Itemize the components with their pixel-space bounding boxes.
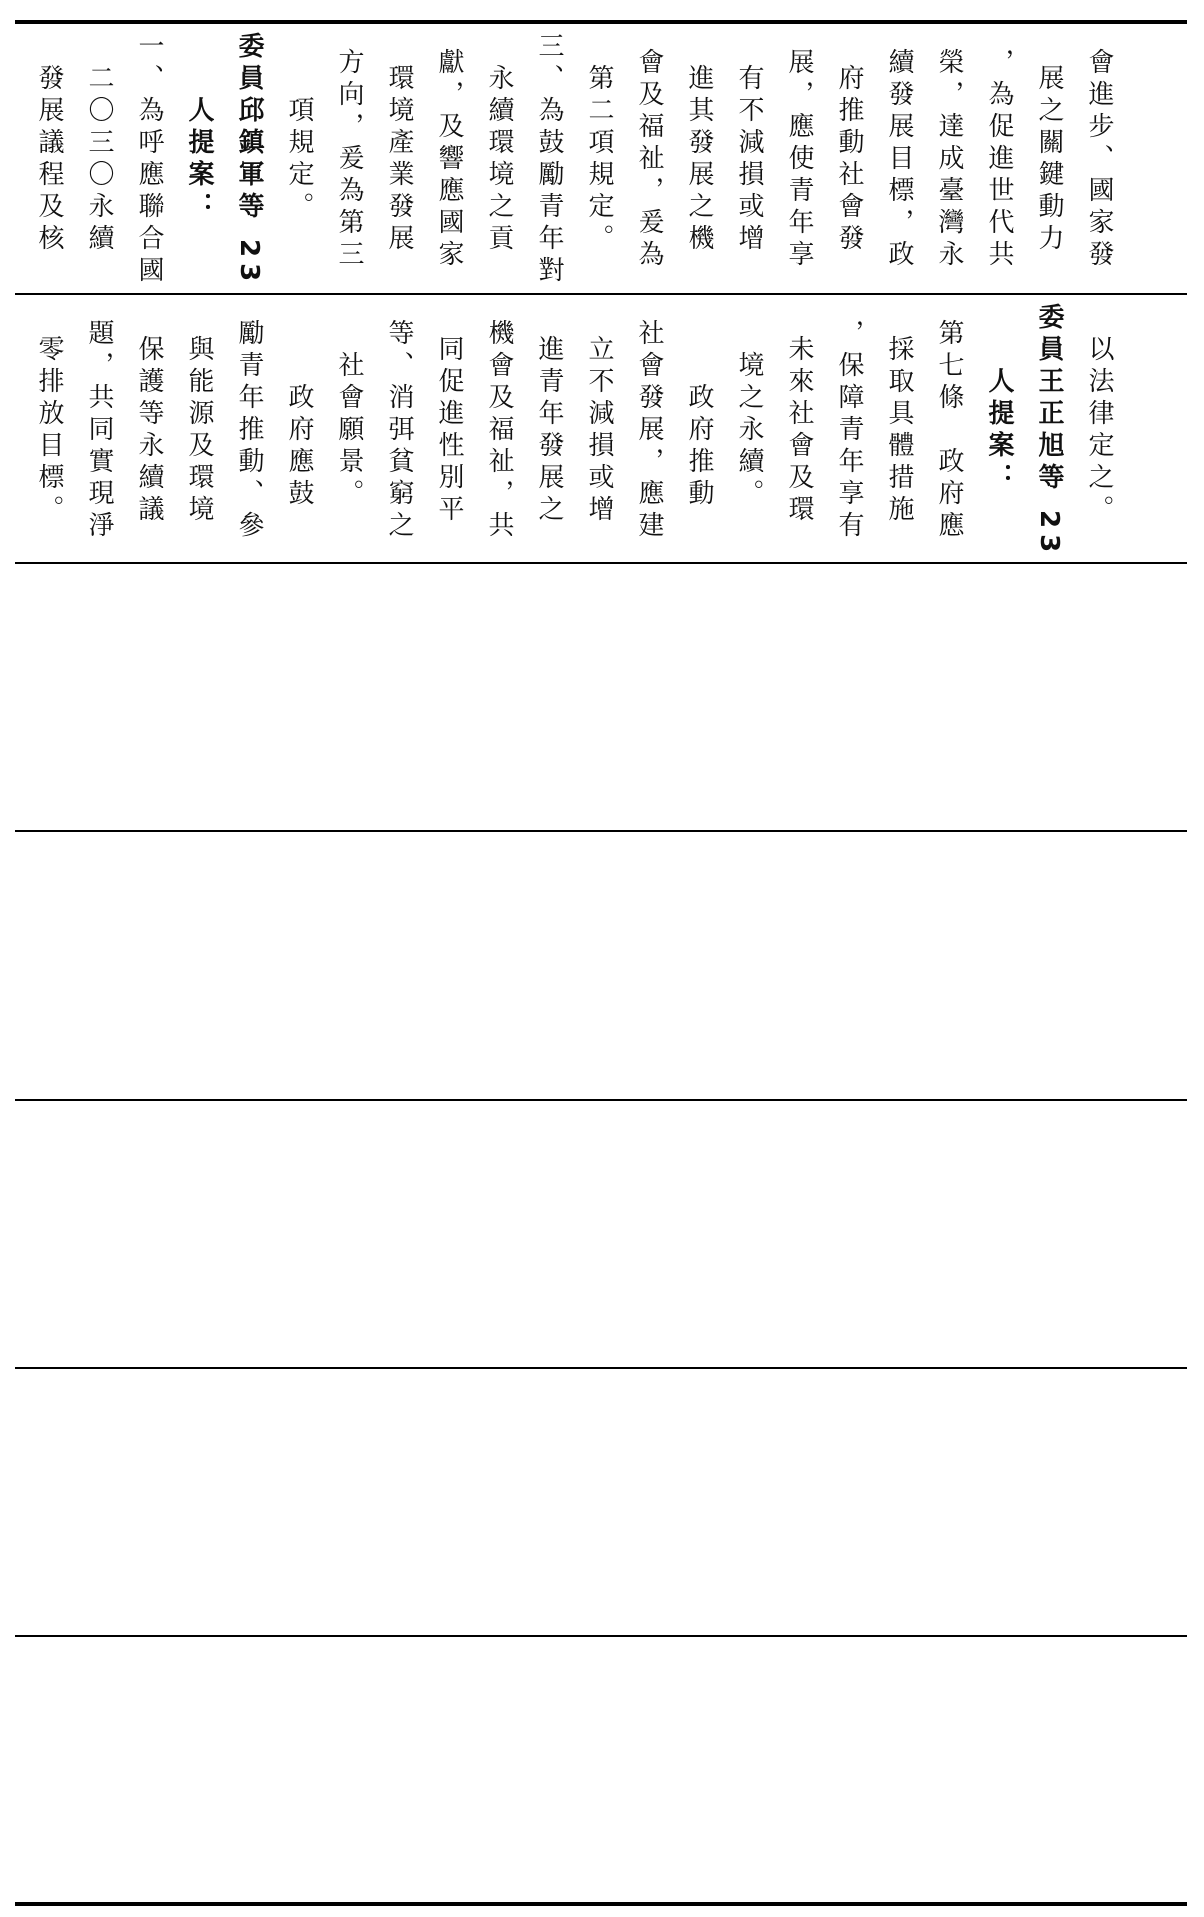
row1-line: 展，應使青年享 bbox=[784, 48, 814, 272]
row2-line: 社會發展，應建 bbox=[634, 319, 664, 543]
row2-line: 委員王正旭等 23 bbox=[1034, 303, 1064, 559]
row2-line: 等、消弭貧窮之 bbox=[384, 319, 414, 543]
row2-line: 社會願景。 bbox=[334, 351, 364, 511]
row2-line: 採取具體措施 bbox=[884, 335, 914, 527]
row2-line: 以法律定之。 bbox=[1084, 335, 1114, 527]
row1-line: 三、為鼓勵青年對 bbox=[534, 32, 564, 288]
row-divider-3 bbox=[15, 830, 1187, 832]
row1-line: 有不減損或增 bbox=[734, 64, 764, 256]
row1-line: 二〇三〇永續 bbox=[84, 64, 114, 256]
row-1-cell bbox=[24, 28, 1184, 292]
row-5-cell-empty bbox=[24, 1103, 1184, 1365]
row-6-cell-empty bbox=[24, 1371, 1184, 1633]
row1-line: 府推動社會發 bbox=[834, 64, 864, 256]
row1-line: 項規定。 bbox=[284, 96, 314, 224]
row2-line: 政府推動 bbox=[684, 351, 714, 511]
row2-line: 零排放目標。 bbox=[34, 335, 64, 527]
row2-line: 進青年發展之 bbox=[534, 335, 564, 527]
row-1-text bbox=[24, 28, 1124, 292]
row1-line: 第二項規定。 bbox=[584, 64, 614, 256]
row-2-cell bbox=[24, 300, 1184, 562]
row-4-cell-empty bbox=[24, 834, 1184, 1096]
row1-line: 會及福祉，爰為 bbox=[634, 48, 664, 272]
row2-line: ，保障青年享有 bbox=[834, 319, 864, 543]
row1-line: 人提案： bbox=[184, 96, 214, 224]
row1-line: 永續環境之貢 bbox=[484, 64, 514, 256]
row1-line: 會進步、國家發 bbox=[1084, 48, 1114, 272]
row1-line: 進其發展之機 bbox=[684, 64, 714, 256]
row2-line: 與能源及環境 bbox=[184, 335, 214, 527]
row1-line: ，為促進世代共 bbox=[984, 48, 1014, 272]
bottom-rule bbox=[15, 1902, 1187, 1906]
row2-line: 人提案： bbox=[984, 367, 1014, 495]
row2-line: 立不減損或增 bbox=[584, 335, 614, 527]
row1-line: 獻，及響應國家 bbox=[434, 48, 464, 272]
row1-line: 委員邱鎮軍等 23 bbox=[234, 32, 264, 288]
row2-line: 保護等永續議 bbox=[134, 335, 164, 527]
row2-line: 題，共同實現淨 bbox=[84, 319, 114, 543]
row-3-cell-empty bbox=[24, 566, 1184, 828]
row-2-text bbox=[24, 300, 1124, 562]
row-divider-4 bbox=[15, 1099, 1187, 1101]
row2-line: 機會及福祉，共 bbox=[484, 319, 514, 543]
row-7-cell-empty bbox=[24, 1639, 1184, 1901]
top-rule bbox=[15, 20, 1187, 24]
row1-line: 一、為呼應聯合國 bbox=[134, 32, 164, 288]
row1-line: 展之關鍵動力 bbox=[1034, 64, 1064, 256]
row-divider-2 bbox=[15, 562, 1187, 564]
row2-line: 勵青年推動、參 bbox=[234, 319, 264, 543]
row2-line: 未來社會及環 bbox=[784, 335, 814, 527]
row-divider-6 bbox=[15, 1635, 1187, 1637]
row2-line: 政府應鼓 bbox=[284, 351, 314, 511]
row1-line: 發展議程及核 bbox=[34, 64, 64, 256]
row2-line: 境之永續。 bbox=[734, 351, 764, 511]
row1-line: 方向，爰為第三 bbox=[334, 48, 364, 272]
row2-line: 同促進性別平 bbox=[434, 335, 464, 527]
row1-line: 榮，達成臺灣永 bbox=[934, 48, 964, 272]
row2-line: 第七條 政府應 bbox=[934, 319, 964, 543]
row-divider-5 bbox=[15, 1367, 1187, 1369]
row1-line: 環境產業發展 bbox=[384, 64, 414, 256]
row1-line: 續發展目標，政 bbox=[884, 48, 914, 272]
row-divider-1 bbox=[15, 293, 1187, 295]
